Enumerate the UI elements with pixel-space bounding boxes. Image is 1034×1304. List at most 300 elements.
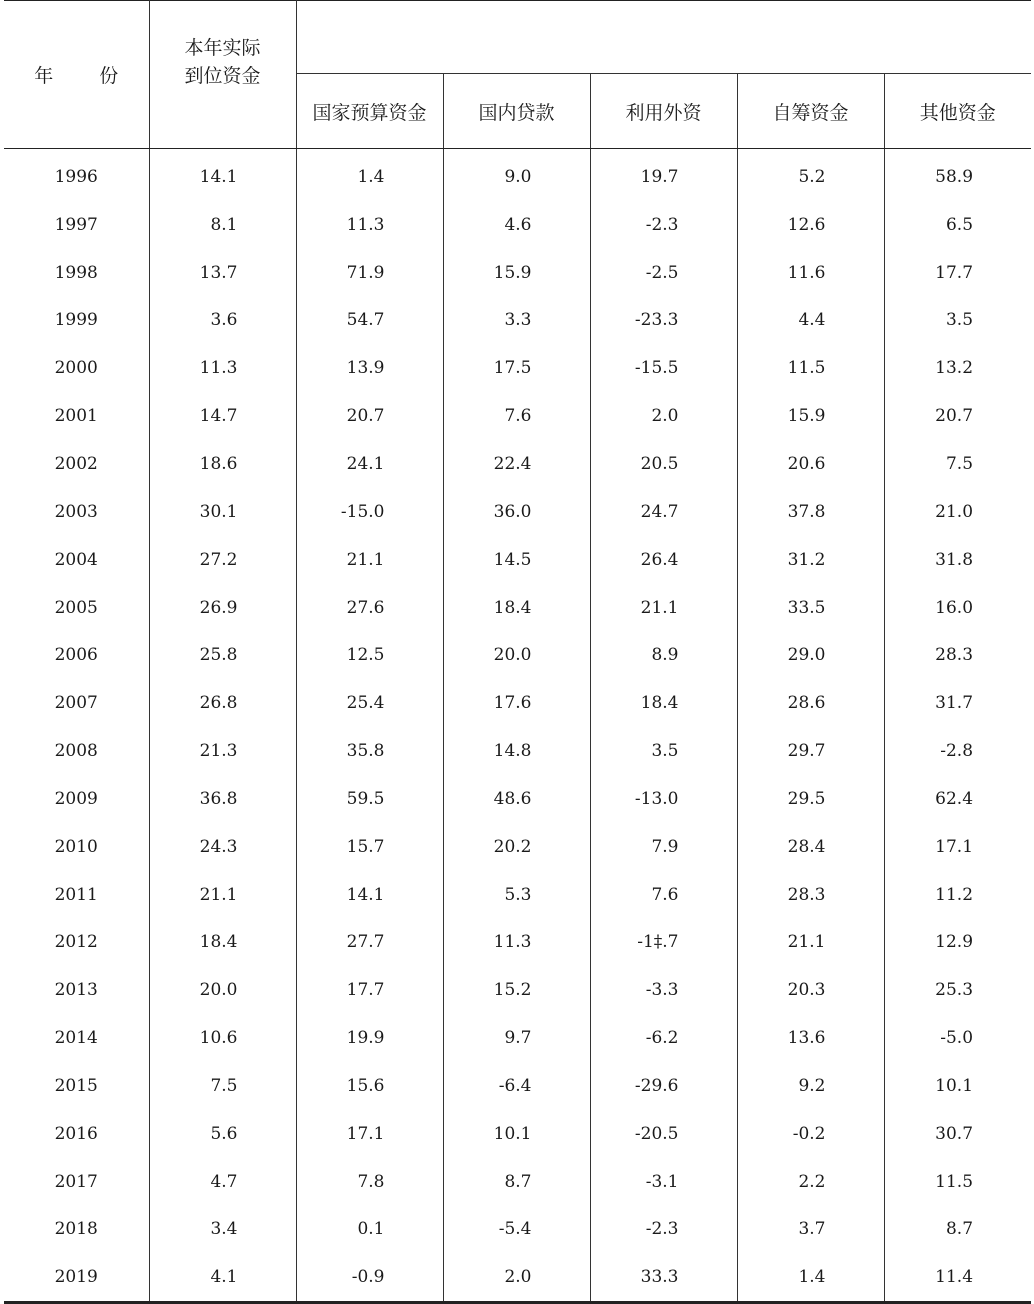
state-budget-cell — [296, 536, 443, 584]
year-cell — [4, 823, 149, 871]
state-budget-value: 19.9 — [346, 1028, 385, 1049]
state-budget-value: 0.1 — [357, 1219, 385, 1240]
state-budget-value: 15.7 — [346, 836, 385, 857]
domestic-loans-value: 9.0 — [504, 166, 532, 187]
total-funds-cell — [149, 919, 296, 967]
state-budget-value: 27.6 — [346, 597, 385, 618]
foreign-investment-cell — [590, 679, 737, 727]
foreign-investment-cell — [590, 727, 737, 775]
other-funds-cell — [884, 488, 1031, 536]
total-funds-value: 18.4 — [199, 932, 238, 953]
domestic-loans-cell — [443, 297, 590, 345]
domestic-loans-cell — [443, 727, 590, 775]
self-raised-value: 28.6 — [787, 693, 826, 714]
self-raised-value: 21.1 — [787, 932, 826, 953]
foreign-investment-cell — [590, 631, 737, 679]
year-cell — [4, 727, 149, 775]
other-funds-value: 17.1 — [935, 836, 974, 857]
domestic-loans-cell — [443, 1062, 590, 1110]
state-budget-cell — [296, 727, 443, 775]
self-raised-cell — [737, 149, 884, 201]
state-budget-value: 59.5 — [346, 788, 385, 809]
year-value: 2019 — [54, 1267, 98, 1288]
year-value: 2007 — [54, 693, 98, 714]
other-funds-cell — [884, 1110, 1031, 1158]
total-header-line2: 到位资金 — [184, 65, 261, 87]
self-raised-cell — [737, 1062, 884, 1110]
table-row — [4, 249, 1031, 297]
other-funds-value: 21.0 — [935, 501, 974, 522]
foreign-investment-value: 33.3 — [640, 1267, 679, 1288]
foreign-investment-cell — [590, 440, 737, 488]
state-budget-column-header: 国家预算资金 — [296, 74, 443, 149]
foreign-investment-value: 7.6 — [651, 884, 679, 905]
self-raised-cell — [737, 536, 884, 584]
total-funds-value: 7.5 — [210, 1075, 238, 1096]
self-raised-cell — [737, 392, 884, 440]
year-value: 2000 — [54, 358, 98, 379]
other-funds-cell — [884, 1158, 1031, 1206]
self-raised-cell — [737, 727, 884, 775]
state-budget-cell — [296, 488, 443, 536]
domestic-loans-cell — [443, 149, 590, 201]
other-funds-value: 11.5 — [935, 1171, 974, 1192]
self-raised-column-header: 自筹资金 — [737, 74, 884, 149]
year-value: 2002 — [54, 453, 98, 474]
foreign-investment-value: -3.1 — [645, 1171, 679, 1192]
state-budget-cell — [296, 1206, 443, 1254]
self-raised-cell — [737, 1110, 884, 1158]
year-value: 2006 — [54, 645, 98, 666]
year-value: 1998 — [54, 262, 98, 283]
self-raised-value: 5.2 — [798, 166, 826, 187]
other-funds-value: 12.9 — [935, 932, 974, 953]
state-budget-value: 11.3 — [346, 214, 385, 235]
total-funds-cell — [149, 249, 296, 297]
year-cell — [4, 966, 149, 1014]
other-funds-cell — [884, 631, 1031, 679]
year-cell — [4, 249, 149, 297]
year-value: 2010 — [54, 836, 98, 857]
table-row — [4, 919, 1031, 967]
year-cell — [4, 1206, 149, 1254]
table-body — [4, 149, 1031, 1303]
foreign-investment-value: -20.5 — [634, 1123, 679, 1144]
year-cell — [4, 1158, 149, 1206]
table-row — [4, 727, 1031, 775]
total-funds-value: 25.8 — [199, 645, 238, 666]
self-raised-cell — [737, 1014, 884, 1062]
other-funds-cell — [884, 297, 1031, 345]
other-funds-cell — [884, 392, 1031, 440]
total-funds-value: 13.7 — [199, 262, 238, 283]
state-budget-cell — [296, 1158, 443, 1206]
year-value: 2005 — [54, 597, 98, 618]
other-funds-cell — [884, 536, 1031, 584]
year-value: 1996 — [54, 166, 98, 187]
domestic-loans-value: 48.6 — [493, 788, 532, 809]
total-funds-cell — [149, 297, 296, 345]
other-funds-value: 13.2 — [935, 358, 974, 379]
table-row — [4, 1014, 1031, 1062]
state-budget-value: 24.1 — [346, 453, 385, 474]
foreign-investment-cell — [590, 149, 737, 201]
year-cell — [4, 297, 149, 345]
year-cell — [4, 631, 149, 679]
state-budget-cell — [296, 631, 443, 679]
foreign-investment-cell — [590, 823, 737, 871]
total-funds-cell — [149, 966, 296, 1014]
domestic-loans-cell — [443, 679, 590, 727]
state-budget-cell — [296, 344, 443, 392]
other-funds-cell — [884, 1206, 1031, 1254]
foreign-investment-cell — [590, 392, 737, 440]
foreign-investment-column-header: 利用外资 — [590, 74, 737, 149]
domestic-loans-cell — [443, 392, 590, 440]
other-funds-cell — [884, 1062, 1031, 1110]
total-funds-value: 14.1 — [199, 166, 238, 187]
year-value: 2001 — [54, 406, 98, 427]
foreign-investment-cell — [590, 1158, 737, 1206]
self-raised-cell — [737, 871, 884, 919]
state-budget-value: 25.4 — [346, 693, 385, 714]
year-value: 1997 — [54, 214, 98, 235]
other-funds-cell — [884, 966, 1031, 1014]
self-raised-value: 11.6 — [787, 262, 826, 283]
total-funds-cell — [149, 727, 296, 775]
year-value: 2016 — [54, 1123, 98, 1144]
total-funds-value: 4.1 — [210, 1267, 238, 1288]
year-value: 2017 — [54, 1171, 98, 1192]
other-funds-value: 3.5 — [945, 310, 974, 331]
state-budget-value: 12.5 — [346, 645, 385, 666]
self-raised-value: 12.6 — [787, 214, 826, 235]
total-funds-column-header — [149, 1, 296, 149]
domestic-loans-cell — [443, 1253, 590, 1302]
other-funds-value: 62.4 — [935, 788, 974, 809]
table-row — [4, 297, 1031, 345]
total-funds-value: 26.8 — [199, 693, 238, 714]
state-budget-value: 14.1 — [346, 884, 385, 905]
domestic-loans-value: 10.1 — [493, 1123, 532, 1144]
self-raised-cell — [737, 201, 884, 249]
domestic-loans-cell — [443, 1014, 590, 1062]
foreign-investment-cell — [590, 1014, 737, 1062]
state-budget-value: 54.7 — [346, 310, 385, 331]
state-budget-cell — [296, 201, 443, 249]
state-budget-value: 13.9 — [346, 358, 385, 379]
other-funds-value: 8.7 — [945, 1219, 974, 1240]
other-funds-value: -2.8 — [940, 741, 974, 762]
self-raised-cell — [737, 919, 884, 967]
domestic-loans-cell — [443, 584, 590, 632]
self-raised-cell — [737, 488, 884, 536]
total-funds-value: 24.3 — [199, 836, 238, 857]
state-budget-cell — [296, 919, 443, 967]
other-funds-cell — [884, 149, 1031, 201]
year-cell — [4, 149, 149, 201]
state-budget-cell — [296, 823, 443, 871]
foreign-investment-cell — [590, 919, 737, 967]
domestic-loans-value: 36.0 — [493, 501, 532, 522]
foreign-investment-value: 19.7 — [640, 166, 679, 187]
other-funds-cell — [884, 679, 1031, 727]
domestic-loans-value: 20.0 — [493, 645, 532, 666]
total-funds-cell — [149, 392, 296, 440]
other-funds-value: 30.7 — [935, 1123, 974, 1144]
foreign-investment-value: -6.2 — [645, 1028, 679, 1049]
table-row — [4, 1206, 1031, 1254]
other-funds-cell — [884, 201, 1031, 249]
domestic-loans-cell — [443, 344, 590, 392]
self-raised-value: 29.7 — [787, 741, 826, 762]
self-raised-cell — [737, 344, 884, 392]
table-row — [4, 440, 1031, 488]
foreign-investment-cell — [590, 249, 737, 297]
table-row — [4, 1062, 1031, 1110]
foreign-investment-cell — [590, 1253, 737, 1302]
domestic-loans-value: 4.6 — [504, 214, 532, 235]
year-cell — [4, 1014, 149, 1062]
foreign-investment-cell — [590, 1206, 737, 1254]
foreign-investment-value: -13.0 — [634, 788, 679, 809]
foreign-investment-cell — [590, 488, 737, 536]
domestic-loans-cell — [443, 440, 590, 488]
other-funds-cell — [884, 584, 1031, 632]
other-funds-cell — [884, 823, 1031, 871]
foreign-investment-value: 24.7 — [640, 501, 679, 522]
state-budget-cell — [296, 1110, 443, 1158]
total-funds-cell — [149, 201, 296, 249]
year-cell — [4, 775, 149, 823]
table-row — [4, 823, 1031, 871]
table-row — [4, 966, 1031, 1014]
total-funds-value: 5.6 — [210, 1123, 238, 1144]
foreign-investment-cell — [590, 344, 737, 392]
total-funds-value: 21.3 — [199, 741, 238, 762]
state-budget-cell — [296, 871, 443, 919]
total-funds-value: 18.6 — [199, 453, 238, 474]
year-value: 2004 — [54, 549, 98, 570]
other-funds-value: 20.7 — [935, 406, 974, 427]
self-raised-value: 2.2 — [798, 1171, 826, 1192]
state-budget-cell — [296, 149, 443, 201]
table-row — [4, 392, 1031, 440]
year-value: 2018 — [54, 1219, 98, 1240]
year-value: 2013 — [54, 980, 98, 1001]
total-funds-value: 3.6 — [210, 310, 238, 331]
year-cell — [4, 344, 149, 392]
table-row — [4, 631, 1031, 679]
year-value: 2014 — [54, 1028, 98, 1049]
year-cell — [4, 919, 149, 967]
year-value: 1999 — [54, 310, 98, 331]
other-funds-value: 7.5 — [945, 453, 974, 474]
self-raised-value: 1.4 — [798, 1267, 826, 1288]
state-budget-value: 27.7 — [346, 932, 385, 953]
domestic-loans-cell — [443, 871, 590, 919]
total-funds-value: 30.1 — [199, 501, 238, 522]
table-row — [4, 201, 1031, 249]
domestic-loans-value: -5.4 — [498, 1219, 532, 1240]
other-funds-cell — [884, 871, 1031, 919]
table-row — [4, 1158, 1031, 1206]
self-raised-value: 29.0 — [787, 645, 826, 666]
table-row — [4, 679, 1031, 727]
total-funds-value: 11.3 — [199, 358, 238, 379]
table-row — [4, 871, 1031, 919]
domestic-loans-cell — [443, 823, 590, 871]
state-budget-value: 21.1 — [346, 549, 385, 570]
other-funds-value: 28.3 — [935, 645, 974, 666]
foreign-investment-value: -2.5 — [645, 262, 679, 283]
foreign-investment-cell — [590, 1110, 737, 1158]
total-funds-value: 27.2 — [199, 549, 238, 570]
year-value: 2012 — [54, 932, 98, 953]
self-raised-cell — [737, 966, 884, 1014]
year-cell — [4, 1062, 149, 1110]
domestic-loans-value: 20.2 — [493, 836, 532, 857]
total-funds-cell — [149, 584, 296, 632]
year-cell — [4, 1110, 149, 1158]
state-budget-value: 20.7 — [346, 406, 385, 427]
other-funds-value: -5.0 — [940, 1028, 974, 1049]
total-funds-cell — [149, 1206, 296, 1254]
other-funds-cell — [884, 440, 1031, 488]
year-cell — [4, 584, 149, 632]
table-row — [4, 775, 1031, 823]
state-budget-cell — [296, 679, 443, 727]
state-budget-value: 7.8 — [357, 1171, 385, 1192]
domestic-loans-value: 15.2 — [493, 980, 532, 1001]
state-budget-cell — [296, 249, 443, 297]
foreign-investment-value: -23.3 — [634, 310, 679, 331]
year-value: 2009 — [54, 788, 98, 809]
total-funds-value: 8.1 — [210, 214, 238, 235]
year-column-header: 年 份 — [4, 1, 149, 149]
domestic-loans-value: 14.8 — [493, 741, 532, 762]
self-raised-cell — [737, 249, 884, 297]
self-raised-value: 4.4 — [798, 310, 826, 331]
total-funds-value: 14.7 — [199, 406, 238, 427]
self-raised-cell — [737, 775, 884, 823]
total-funds-cell — [149, 679, 296, 727]
year-cell — [4, 871, 149, 919]
foreign-investment-value: -15.5 — [634, 358, 679, 379]
table-row — [4, 536, 1031, 584]
self-raised-value: -0.2 — [792, 1123, 826, 1144]
domestic-loans-cell — [443, 536, 590, 584]
domestic-loans-value: -6.4 — [498, 1075, 532, 1096]
domestic-loans-cell — [443, 1206, 590, 1254]
year-value: 2015 — [54, 1075, 98, 1096]
state-budget-cell — [296, 1062, 443, 1110]
foreign-investment-cell — [590, 584, 737, 632]
foreign-investment-value: -29.6 — [634, 1075, 679, 1096]
year-cell — [4, 440, 149, 488]
foreign-investment-value: 21.1 — [640, 597, 679, 618]
sub-header-group — [296, 1, 1031, 74]
self-raised-cell — [737, 1206, 884, 1254]
self-raised-value: 33.5 — [787, 597, 826, 618]
domestic-loans-cell — [443, 1158, 590, 1206]
total-funds-value: 4.7 — [210, 1171, 238, 1192]
foreign-investment-value: 8.9 — [651, 645, 679, 666]
total-funds-cell — [149, 1062, 296, 1110]
domestic-loans-cell — [443, 488, 590, 536]
total-funds-cell — [149, 149, 296, 201]
domestic-loans-value: 2.0 — [504, 1267, 532, 1288]
table-row — [4, 1253, 1031, 1302]
other-funds-value: 11.2 — [935, 884, 974, 905]
self-raised-cell — [737, 1158, 884, 1206]
total-funds-cell — [149, 871, 296, 919]
total-funds-cell — [149, 536, 296, 584]
total-funds-value: 10.6 — [199, 1028, 238, 1049]
foreign-investment-value: 2.0 — [651, 406, 679, 427]
domestic-loans-cell — [443, 775, 590, 823]
domestic-loans-value: 8.7 — [504, 1171, 532, 1192]
state-budget-value: 35.8 — [346, 741, 385, 762]
total-funds-value: 26.9 — [199, 597, 238, 618]
table-row — [4, 488, 1031, 536]
domestic-loans-cell — [443, 919, 590, 967]
state-budget-cell — [296, 392, 443, 440]
self-raised-cell — [737, 1253, 884, 1302]
foreign-investment-value: 18.4 — [640, 693, 679, 714]
foreign-investment-cell — [590, 871, 737, 919]
total-funds-value: 21.1 — [199, 884, 238, 905]
self-raised-value: 28.4 — [787, 836, 826, 857]
total-header-line1: 本年实际 — [184, 37, 261, 59]
foreign-investment-value: 3.5 — [651, 741, 679, 762]
other-funds-value: 31.7 — [935, 693, 974, 714]
year-cell — [4, 392, 149, 440]
self-raised-cell — [737, 631, 884, 679]
other-funds-value: 11.4 — [935, 1267, 974, 1288]
foreign-investment-value: 26.4 — [640, 549, 679, 570]
foreign-investment-cell — [590, 297, 737, 345]
foreign-investment-value: -2.3 — [645, 1219, 679, 1240]
state-budget-cell — [296, 966, 443, 1014]
other-funds-cell — [884, 1014, 1031, 1062]
total-funds-cell — [149, 1158, 296, 1206]
domestic-loans-value: 15.9 — [493, 262, 532, 283]
foreign-investment-value: -1‡.7 — [637, 932, 679, 953]
state-budget-value: 1.4 — [357, 166, 385, 187]
state-budget-value: 15.6 — [346, 1075, 385, 1096]
total-funds-cell — [149, 344, 296, 392]
domestic-loans-value: 5.3 — [504, 884, 532, 905]
other-funds-value: 58.9 — [935, 166, 974, 187]
self-raised-value: 29.5 — [787, 788, 826, 809]
domestic-loans-cell — [443, 631, 590, 679]
domestic-loans-value: 17.5 — [493, 358, 532, 379]
other-funds-cell — [884, 775, 1031, 823]
foreign-investment-cell — [590, 201, 737, 249]
year-value: 2003 — [54, 501, 98, 522]
other-funds-value: 6.5 — [945, 214, 974, 235]
other-funds-cell — [884, 1253, 1031, 1302]
year-cell — [4, 536, 149, 584]
self-raised-cell — [737, 823, 884, 871]
total-funds-value: 36.8 — [199, 788, 238, 809]
state-budget-value: -0.9 — [351, 1267, 385, 1288]
state-budget-cell — [296, 297, 443, 345]
foreign-investment-value: -2.3 — [645, 214, 679, 235]
other-funds-cell — [884, 249, 1031, 297]
other-funds-value: 25.3 — [935, 980, 974, 1001]
